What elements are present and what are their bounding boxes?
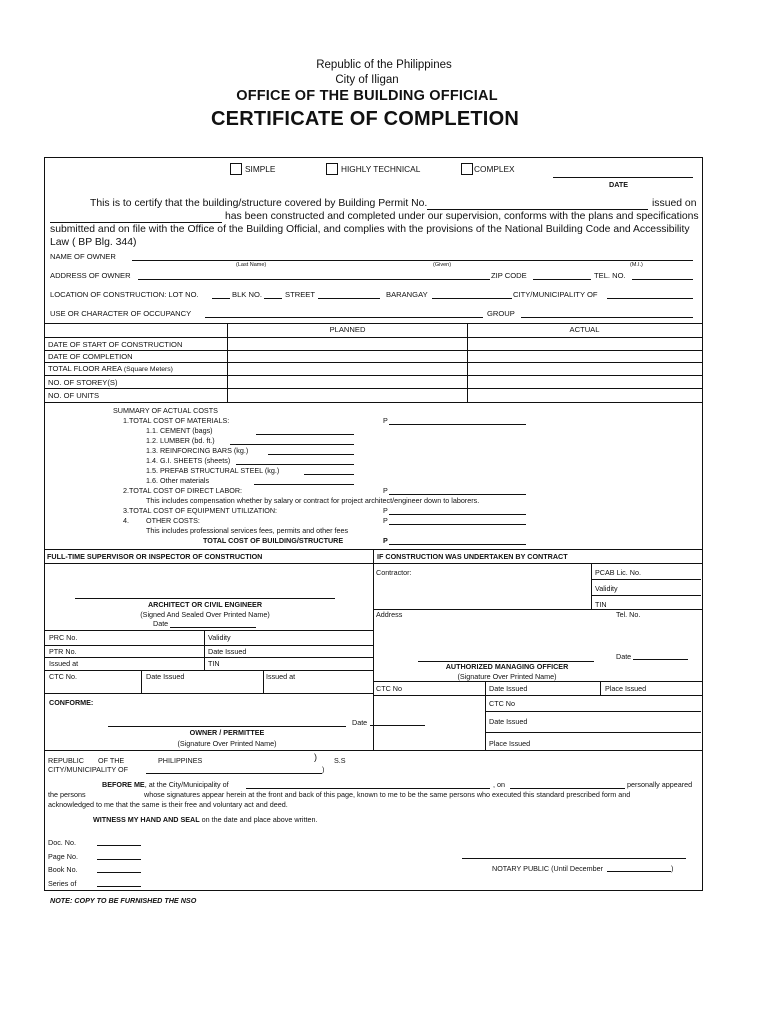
- other-materials-field[interactable]: [254, 484, 354, 485]
- street-label: STREET: [285, 290, 315, 299]
- bracket: ): [322, 765, 325, 774]
- date-line[interactable]: [553, 177, 693, 178]
- schedule-col-line: [467, 323, 468, 402]
- notary-close-paren: ): [671, 864, 674, 873]
- grid-line: [373, 681, 702, 682]
- owner-address-label: ADDRESS OF OWNER: [50, 271, 131, 280]
- equipment-field[interactable]: [389, 514, 526, 515]
- cost-item-lumber: 1.2. LUMBER (bd. ft.): [146, 436, 215, 445]
- materials-label: 1.TOTAL COST OF MATERIALS:: [123, 416, 230, 425]
- witness-bold: WITNESS MY HAND AND SEAL: [93, 815, 200, 824]
- schedule-top-border: [44, 323, 702, 324]
- notary-line3: acknowledged to me that the same is their free and voluntary act and deed.: [48, 800, 288, 809]
- section-divider: [44, 750, 702, 751]
- contract-ctc-label: CTC No: [376, 684, 402, 693]
- supervisor-heading: FULL-TIME SUPERVISOR OR INSPECTOR OF CONSTRUCTION: [47, 552, 263, 561]
- ptr-date-label: Date Issued: [208, 647, 247, 656]
- notary-persons: the persons: [48, 790, 86, 799]
- grid-line: [591, 579, 701, 580]
- labor-field[interactable]: [389, 494, 526, 495]
- doc-no-field[interactable]: [97, 845, 141, 846]
- contract-date-issued-label: Date Issued: [489, 684, 528, 693]
- grid-col-line: [591, 563, 592, 609]
- owner-permittee-title: OWNER / PERMITTEE: [189, 728, 265, 737]
- notary-until-field[interactable]: [607, 871, 671, 872]
- certify-line2: has been constructed and completed under our supervision, conforms with the plans and specifications: [225, 211, 699, 222]
- highly-technical-label: HIGHLY TECHNICAL: [341, 164, 421, 174]
- conforme-date-label: Date: [352, 718, 368, 727]
- peso-sign: P: [383, 416, 388, 425]
- schedule-row-storeys: NO. OF STOREY(S): [48, 378, 118, 387]
- notary-of-the: OF THE: [98, 756, 125, 765]
- other-costs-note: This includes professional services fees, permits and other fees: [146, 526, 349, 535]
- zip-label: ZIP CODE: [491, 271, 527, 280]
- cement-field[interactable]: [256, 434, 354, 435]
- notary-line2: whose signatures appear herein at the front and back of this page, known to me to be the same persons who executed this standard prescribed form and: [144, 790, 631, 799]
- owner-name-label: NAME OF OWNER: [50, 252, 116, 261]
- grid-col-line: [485, 681, 486, 695]
- before-me: BEFORE ME: [102, 780, 145, 789]
- pcab-label: PCAB Lic. No.: [595, 568, 641, 577]
- labor-note: This includes compensation whether by salary or contract for project architect/engineer down to laborers.: [146, 496, 480, 505]
- contractor-label: Contractor:: [376, 568, 412, 577]
- complex-checkbox[interactable]: [461, 163, 473, 175]
- last-name-hint: (Last Name): [236, 262, 267, 268]
- ctc-label: CTC No.: [49, 672, 77, 681]
- cost-item-rebar: 1.3. REINFORCING BARS (kg.): [146, 446, 249, 455]
- given-name-hint: (Given): [433, 262, 452, 268]
- grid-line: [373, 695, 702, 696]
- notary-philippines: PHILIPPINES: [158, 756, 203, 765]
- owner-address-field[interactable]: [138, 279, 490, 280]
- grid-line: [44, 630, 374, 631]
- grid-line: [485, 732, 701, 733]
- contract-place-issued-label: Place Issued: [605, 684, 647, 693]
- cost-item-cement: 1.1. CEMENT (bags): [146, 426, 213, 435]
- schedule-row-completion: DATE OF COMPLETION: [48, 352, 133, 361]
- blk-field[interactable]: [264, 298, 282, 299]
- cost-item-other: 1.6. Other materials: [146, 476, 210, 485]
- prc-label: PRC No.: [49, 633, 78, 642]
- materials-total-field[interactable]: [389, 424, 526, 425]
- conforme-heading: CONFORME:: [49, 698, 94, 707]
- contract-address-label: Address: [376, 610, 403, 619]
- barangay-label: BARANGAY: [386, 290, 428, 299]
- contract-tel-label: Tel. No.: [616, 610, 641, 619]
- engineer-signed-note: (Signed And Sealed Over Printed Name): [140, 610, 270, 619]
- certify-line4: Law ( BP Blg. 344): [50, 237, 137, 248]
- lot-label: LOCATION OF CONSTRUCTION: LOT NO.: [50, 290, 199, 299]
- date-label: DATE: [609, 180, 629, 189]
- section-col-divider: [373, 549, 374, 750]
- actual-cells[interactable]: [469, 339, 700, 401]
- city-label: CITY/MUNICIPALITY OF: [513, 290, 598, 299]
- before-me-line: [102, 780, 229, 789]
- other-costs-field[interactable]: [389, 524, 526, 525]
- witness-line: [93, 815, 318, 824]
- permit-no-field[interactable]: [427, 209, 648, 210]
- group-field[interactable]: [521, 317, 693, 318]
- planned-cells[interactable]: [229, 339, 466, 401]
- book-no-label: Book No.: [48, 865, 78, 874]
- at-city-text: , at the City/Municipality of: [144, 780, 229, 789]
- grid-line: [373, 609, 702, 610]
- peso-sign: P: [383, 506, 388, 515]
- lot-field[interactable]: [212, 298, 230, 299]
- use-label: USE OR CHARACTER OF OCCUPANCY: [50, 309, 192, 318]
- conforme-date-issued-label: Date Issued: [489, 717, 528, 726]
- grid-line: [44, 670, 374, 671]
- page-no-label: Page No.: [48, 852, 78, 861]
- floor-area-label: TOTAL FLOOR AREA: [48, 364, 122, 373]
- conforme-place-issued-label: Place Issued: [489, 739, 531, 748]
- cost-item-prefab: 1.5. PREFAB STRUCTURAL STEEL (kg.): [146, 466, 280, 475]
- book-no-field[interactable]: [97, 872, 141, 873]
- tel-field[interactable]: [632, 279, 693, 280]
- peso-sign: P: [383, 516, 388, 525]
- notary-city-field[interactable]: [146, 773, 322, 774]
- barangay-field[interactable]: [432, 298, 512, 299]
- city-field[interactable]: [607, 298, 693, 299]
- tin-label: TIN: [208, 659, 220, 668]
- grid-line: [485, 711, 701, 712]
- equipment-label: 3.TOTAL COST OF EQUIPMENT UTILIZATION:: [123, 506, 278, 515]
- engineer-title: ARCHITECT OR CIVIL ENGINEER: [147, 600, 263, 609]
- schedule-col-line: [227, 323, 228, 402]
- grid-line: [44, 645, 374, 646]
- simple-label: SIMPLE: [245, 164, 276, 174]
- engineer-date-label: Date: [153, 619, 169, 628]
- gi-sheets-field[interactable]: [236, 464, 354, 465]
- contract-validity-label: Validity: [595, 584, 618, 593]
- use-field[interactable]: [205, 317, 483, 318]
- conforme-ctc-label: CTC No: [489, 699, 515, 708]
- cost-item-gi-sheets: 1.4. G.I. SHEETS (sheets): [146, 456, 231, 465]
- peso-sign: P: [383, 486, 388, 495]
- other-costs-label: OTHER COSTS:: [146, 516, 200, 525]
- ptr-label: PTR No.: [49, 647, 77, 656]
- contract-heading: IF CONSTRUCTION WAS UNDERTAKEN BY CONTRACT: [377, 552, 568, 561]
- schedule-row-floor-area: [48, 364, 173, 373]
- grid-col-line: [263, 670, 264, 693]
- schedule-row-units: NO. OF UNITS: [48, 391, 100, 400]
- officer-sig-note: (Signature Over Printed Name): [457, 672, 557, 681]
- total-cost-label: TOTAL COST OF BUILDING/STRUCTURE: [203, 536, 344, 545]
- city-heading: City of Iligan: [335, 74, 399, 86]
- notary-appeared: personally appeared: [627, 780, 693, 789]
- notary-date-field[interactable]: [510, 788, 625, 789]
- notary-ss: S.S: [334, 756, 346, 765]
- rebar-field[interactable]: [268, 454, 354, 455]
- certify-line3: submitted and on file with the Office of the Building Official, and complies with the provisions of the National Building Code and Accessibility: [50, 224, 690, 235]
- total-cost-field[interactable]: [389, 544, 526, 545]
- notary-public-label: NOTARY PUBLIC (Until December: [492, 864, 604, 873]
- officer-date-label: Date: [616, 652, 632, 661]
- series-field[interactable]: [97, 886, 141, 887]
- notary-place-field[interactable]: [246, 788, 490, 789]
- street-field[interactable]: [318, 298, 380, 299]
- officer-date-field[interactable]: [633, 659, 688, 660]
- other-costs-number: 4.: [123, 516, 129, 525]
- lumber-field[interactable]: [230, 444, 354, 445]
- engineer-signature-line[interactable]: [75, 598, 335, 599]
- bracket: ): [314, 752, 317, 762]
- grid-col-line: [485, 695, 486, 750]
- tel-label: TEL. NO.: [594, 271, 626, 280]
- complex-label: COMPLEX: [474, 164, 515, 174]
- page-no-field[interactable]: [97, 859, 141, 860]
- grid-col-line: [600, 681, 601, 695]
- series-label: Series of: [48, 879, 77, 888]
- notary-republic: REPUBLIC: [48, 756, 84, 765]
- certify-line1: This is to certify that the building/structure covered by Building Permit No.: [90, 198, 428, 209]
- issued-date-field[interactable]: [50, 222, 222, 223]
- contract-tin-label: TIN: [595, 600, 607, 609]
- actual-header: ACTUAL: [569, 325, 600, 334]
- prc-validity-label: Validity: [208, 633, 231, 642]
- issued-at-label: Issued at: [49, 659, 79, 668]
- notary-on: , on: [493, 780, 505, 789]
- labor-label: 2.TOTAL COST OF DIRECT LABOR:: [123, 486, 243, 495]
- schedule-header-line: [44, 337, 702, 338]
- notary-city-label: CITY/MUNICIPALITY OF: [48, 765, 129, 774]
- floor-area-unit: (Square Meters): [123, 366, 173, 373]
- blk-label: BLK NO.: [232, 290, 262, 299]
- group-label: GROUP: [487, 309, 515, 318]
- grid-line: [591, 595, 701, 596]
- republic-heading: Republic of the Philippines: [316, 59, 452, 71]
- owner-signature-line[interactable]: [108, 726, 346, 727]
- ctc-issued-at-label: Issued at: [266, 672, 296, 681]
- grid-col-line: [141, 670, 142, 693]
- office-heading: OFFICE OF THE BUILDING OFFICIAL: [236, 88, 498, 104]
- officer-title: AUTHORIZED MANAGING OFFICER: [445, 662, 569, 671]
- issued-on-label: issued on: [652, 198, 697, 209]
- prefab-field[interactable]: [304, 474, 354, 475]
- grid-col-line: [204, 630, 205, 670]
- document-title: CERTIFICATE OF COMPLETION: [211, 108, 519, 130]
- footer-note: NOTE: COPY TO BE FURNISHED THE NSO: [50, 896, 197, 905]
- simple-checkbox[interactable]: [230, 163, 242, 175]
- owner-sig-note: (Signature Over Printed Name): [177, 739, 277, 748]
- grid-line: [44, 657, 374, 658]
- witness-rest: on the date and place above written.: [199, 815, 318, 824]
- grid-line: [44, 693, 374, 694]
- conforme-date-field[interactable]: [370, 725, 425, 726]
- doc-no-label: Doc. No.: [48, 838, 76, 847]
- schedule-bottom-line: [44, 402, 702, 403]
- section-divider: [44, 563, 702, 564]
- ctc-date-label: Date Issued: [146, 672, 185, 681]
- zip-field[interactable]: [533, 279, 591, 280]
- mi-hint: (M.I.): [630, 262, 643, 268]
- costs-summary: SUMMARY OF ACTUAL COSTS: [113, 406, 218, 415]
- highly-technical-checkbox[interactable]: [326, 163, 338, 175]
- owner-name-field[interactable]: [132, 260, 693, 261]
- engineer-date-field[interactable]: [170, 627, 256, 628]
- schedule-row-start: DATE OF START OF CONSTRUCTION: [48, 340, 183, 349]
- planned-header: PLANNED: [329, 325, 366, 334]
- notary-signature-line[interactable]: [462, 858, 686, 859]
- peso-sign: P: [383, 536, 388, 545]
